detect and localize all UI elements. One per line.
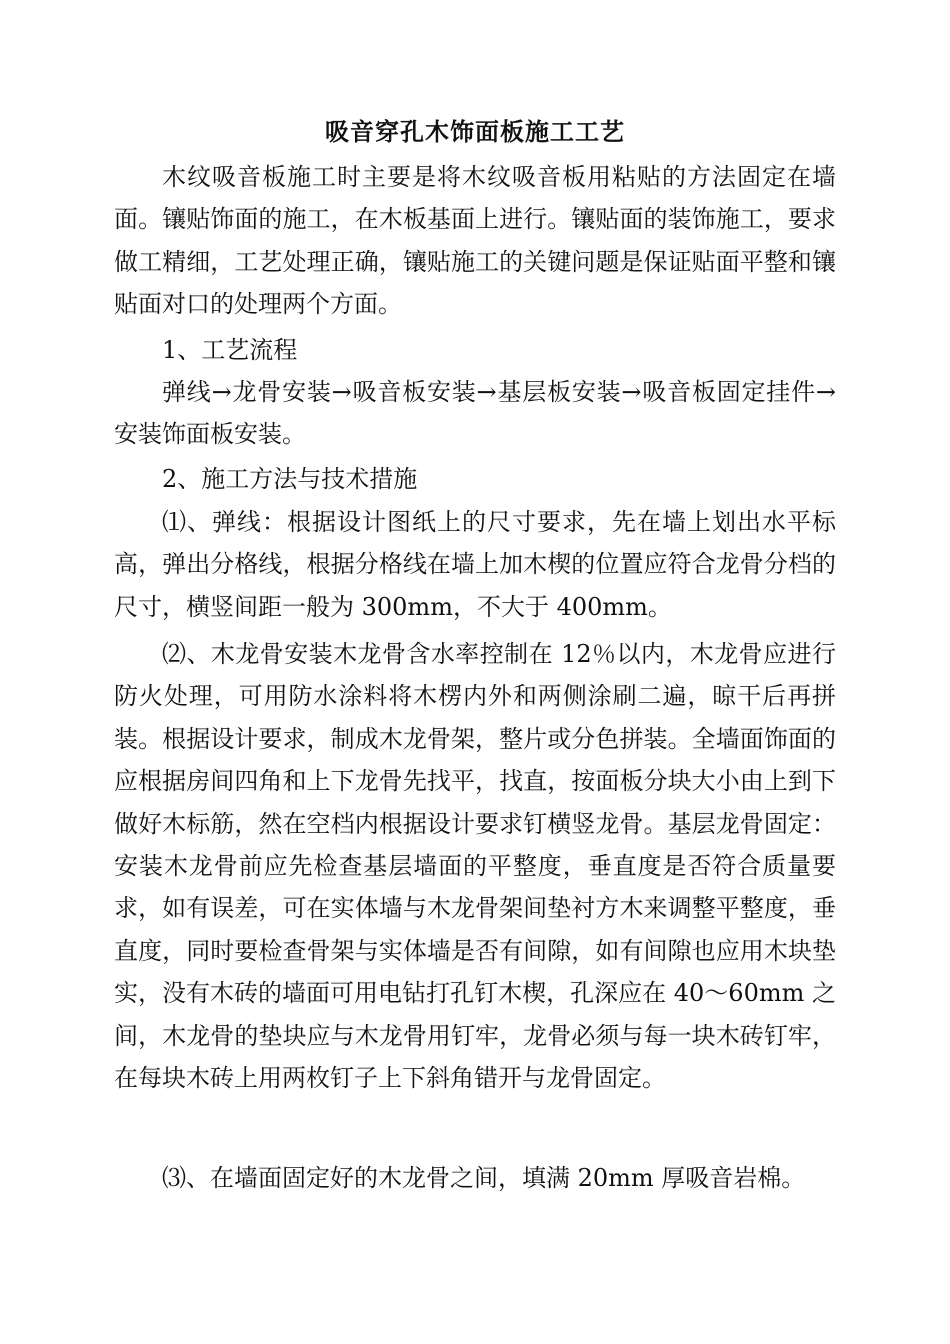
- document-title: 吸音穿孔木饰面板施工工艺: [325, 117, 625, 146]
- step-3-paragraph: ⑶、在墙面固定好的木龙骨之间，填满 20mm 厚吸音岩棉。: [162, 1164, 806, 1192]
- section-heading-methods: 2、施工方法与技术措施: [162, 465, 418, 493]
- section-heading-process: 1、工艺流程: [162, 336, 298, 364]
- intro-paragraph: 木纹吸音板施工时主要是将木纹吸音板用粘贴的方法固定在墙面。镶贴饰面的施工，在木板基面上进行。镶贴面的装饰施工，要求做工精细，工艺处理正确，镶贴施工的关键问题是保证贴面平整和镶贴面对口的处理两个方面。: [114, 163, 836, 319]
- step-2-paragraph: ⑵、木龙骨安装木龙骨含水率控制在 12％以内，木龙骨应进行防火处理，可用防水涂料将木楞内外和两侧涂刷二遍，晾干后再拼装。根据设计要求，制成木龙骨架，整片或分色拼装。全墙面饰面的应根据房间四角和上下龙骨先找平，找直，按面板分块大小由上到下做好木标筋，然在空档内根据设计要求钉横竖龙骨。基层龙骨固定：安装木龙骨前应先检查基层墙面的平整度，垂直度是否符合质量要求，如有误差，可在实体墙与木龙骨架间垫衬方木来调整平整度，垂直度，同时要检查骨架与实体墙是否有间隙，如有间隙也应用木块垫实，没有木砖的墙面可用电钻打孔钉木楔，孔深应在 40～60mm 之间，木龙骨的垫块应与木龙骨用钉牢，龙骨必须与每一块木砖钉牢，在每块木砖上用两枚钉子上下斜角错开与龙骨固定。: [114, 640, 836, 1093]
- process-flow-paragraph: 弹线→龙骨安装→吸音板安装→基层板安装→吸音板固定挂件→安装饰面板安装。: [114, 378, 836, 449]
- step-1-paragraph: ⑴、弹线：根据设计图纸上的尺寸要求，先在墙上划出水平标高，弹出分格线，根据分格线在墙上加木楔的位置应符合龙骨分档的尺寸，横竖间距一般为 300mm，不大于 400mm。: [114, 508, 836, 621]
